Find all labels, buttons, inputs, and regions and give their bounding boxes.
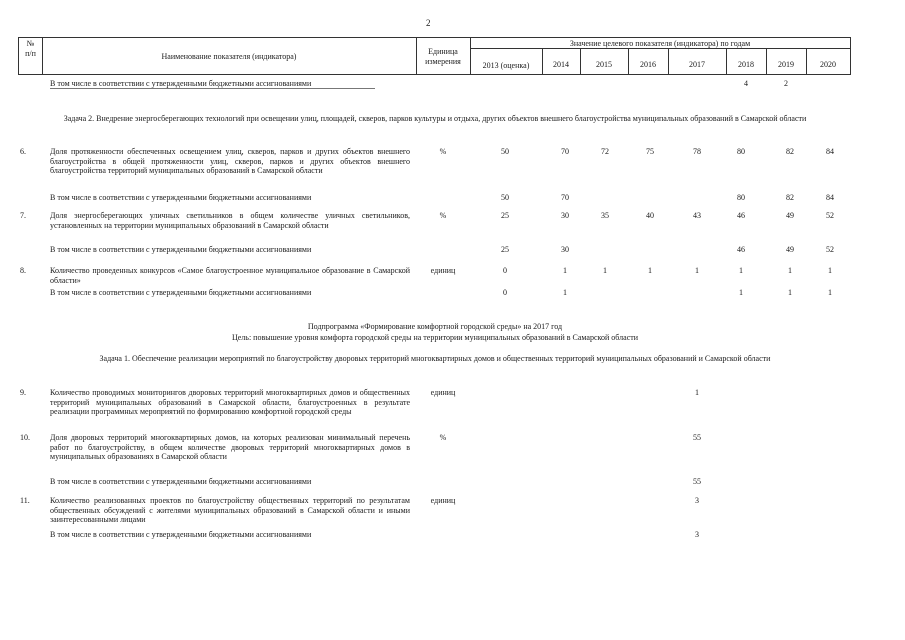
value-2016: 75: [646, 147, 654, 156]
header-year: 2019: [778, 60, 794, 69]
sub-value-2019: 1: [788, 288, 792, 297]
value-2019: 82: [786, 147, 794, 156]
row-number: 10.: [20, 433, 30, 442]
indicator-name: Количество реализованных проектов по благоустройству общественных территорий по результатам общественных обсуждений с жителями муниципальных образований в Самарской области и иными заинтересованными лицами: [50, 496, 410, 525]
value-2015: 1: [603, 266, 607, 275]
carry-row-2018: 4: [744, 79, 748, 88]
indicator-unit: единиц: [430, 388, 456, 397]
header-year: 2017: [689, 60, 705, 69]
sub-value-2014: 1: [563, 288, 567, 297]
budget-sub-label: В том числе в соответствии с утвержденными бюджетными ассигнованиями: [50, 193, 312, 202]
sub-value-2013: 0: [503, 288, 507, 297]
header-name: Наименование показателя (индикатора): [161, 52, 297, 61]
sub-value-2014: 70: [561, 193, 569, 202]
budget-sub-label: В том числе в соответствии с утвержденными бюджетными ассигнованиями: [50, 530, 312, 539]
value-2017: 43: [693, 211, 701, 220]
indicator-unit: единиц: [430, 496, 456, 505]
value-2013: 50: [501, 147, 509, 156]
row-number: 6.: [20, 147, 26, 156]
sub-value-2017: 3: [695, 530, 699, 539]
value-2017: 78: [693, 147, 701, 156]
value-2015: 72: [601, 147, 609, 156]
row-number: 11.: [20, 496, 30, 505]
sub-value-2013: 25: [501, 245, 509, 254]
value-2019: 49: [786, 211, 794, 220]
value-2014: 1: [563, 266, 567, 275]
sub-value-2020: 84: [826, 193, 834, 202]
indicator-unit: единиц: [430, 266, 456, 275]
value-2017: 3: [695, 496, 699, 505]
indicator-unit: %: [439, 211, 447, 220]
sub-value-2019: 82: [786, 193, 794, 202]
sub-value-2018: 46: [737, 245, 745, 254]
sub-value-2018: 80: [737, 193, 745, 202]
indicator-name: Доля энергосберегающих уличных светильников в общем количестве уличных светильников, установленных на территории муниципальных образований в Самарской области: [50, 211, 410, 230]
value-2020: 1: [828, 266, 832, 275]
value-2018: 46: [737, 211, 745, 220]
carry-row-label: В том числе в соответствии с утвержденными бюджетными ассигнованиями: [50, 79, 312, 88]
budget-sub-label: В том числе в соответствии с утвержденными бюджетными ассигнованиями: [50, 288, 312, 297]
task2-heading: Задача 2. Внедрение энергосберегающих технологий при освещении улиц, площадей, скверов, парков культуры и отдыха, других объектов внешнего благоустройства муниципальных образований в Самарской области: [63, 114, 807, 123]
subprogram-task1: Задача 1. Обеспечение реализации мероприятий по благоустройству дворовых территорий многоквартирных домов и общественных территорий муниципальных образований и Самарской области: [99, 354, 771, 363]
indicator-name: Доля дворовых территорий многоквартирных домов, на которых реализован минимальный перечень работ по благоустройству, в общем количестве дворовых территорий многоквартирных домов в муниципальных образованиях в Самарской области: [50, 433, 410, 462]
value-2016: 1: [648, 266, 652, 275]
sub-value-2018: 1: [739, 288, 743, 297]
value-2017: 1: [695, 266, 699, 275]
sub-value-2019: 49: [786, 245, 794, 254]
value-2013: 0: [503, 266, 507, 275]
header-year: 2014: [553, 60, 569, 69]
row-number: 7.: [20, 211, 26, 220]
indicator-name: Доля протяженности обеспеченных освещением улиц, скверов, парков и других объектов внешнего благоустройства в общей протяженности улиц, скверов, парков и других объектов внешнего благоустройства территорий муниципальных образований в Самарской области: [50, 147, 410, 176]
value-2014: 30: [561, 211, 569, 220]
value-2018: 1: [739, 266, 743, 275]
subprogram-title: Подпрограмма «Формирование комфортной городской среды» на 2017 год: [307, 322, 563, 331]
value-2017: 55: [693, 433, 701, 442]
value-2018: 80: [737, 147, 745, 156]
header-year: 2013 (оценка): [482, 61, 530, 70]
header-year: 2018: [738, 60, 754, 69]
header-year: 2020: [820, 60, 836, 69]
indicator-name: Количество проведенных конкурсов «Самое благоустроенное муниципальное образование в Самарской области»: [50, 266, 410, 285]
value-2017: 1: [695, 388, 699, 397]
sub-value-2020: 1: [828, 288, 832, 297]
row-number: 8.: [20, 266, 26, 275]
header-values-title: Значение целевого показателя (индикатора) по годам: [569, 39, 751, 48]
budget-sub-label: В том числе в соответствии с утвержденными бюджетными ассигнованиями: [50, 245, 312, 254]
header-num: № п/п: [25, 39, 36, 58]
header-unit: Единица измерения: [425, 47, 461, 66]
header-year: 2015: [596, 60, 612, 69]
value-2014: 70: [561, 147, 569, 156]
value-2020: 52: [826, 211, 834, 220]
value-2019: 1: [788, 266, 792, 275]
indicator-name: Количество проводимых мониторингов дворовых территорий многоквартирных домов и общественных территорий муниципальных образований в Самарской области, благоустроенных в результате реализации программных мероприятий по формированию комфортной городской среды: [50, 388, 410, 417]
indicator-unit: %: [439, 147, 447, 156]
row-number: 9.: [20, 388, 26, 397]
indicator-unit: %: [439, 433, 447, 442]
value-2015: 35: [601, 211, 609, 220]
header-year: 2016: [640, 60, 656, 69]
sub-value-2017: 55: [693, 477, 701, 486]
value-2016: 40: [646, 211, 654, 220]
page-number: 2: [426, 18, 431, 28]
sub-value-2014: 30: [561, 245, 569, 254]
budget-sub-label: В том числе в соответствии с утвержденными бюджетными ассигнованиями: [50, 477, 312, 486]
sub-value-2013: 50: [501, 193, 509, 202]
sub-value-2020: 52: [826, 245, 834, 254]
value-2013: 25: [501, 211, 509, 220]
subprogram-goal: Цель: повышение уровня комфорта городской среды на территории муниципальных образований в Самарской области: [231, 333, 639, 342]
value-2020: 84: [826, 147, 834, 156]
carry-row-2019: 2: [784, 79, 788, 88]
